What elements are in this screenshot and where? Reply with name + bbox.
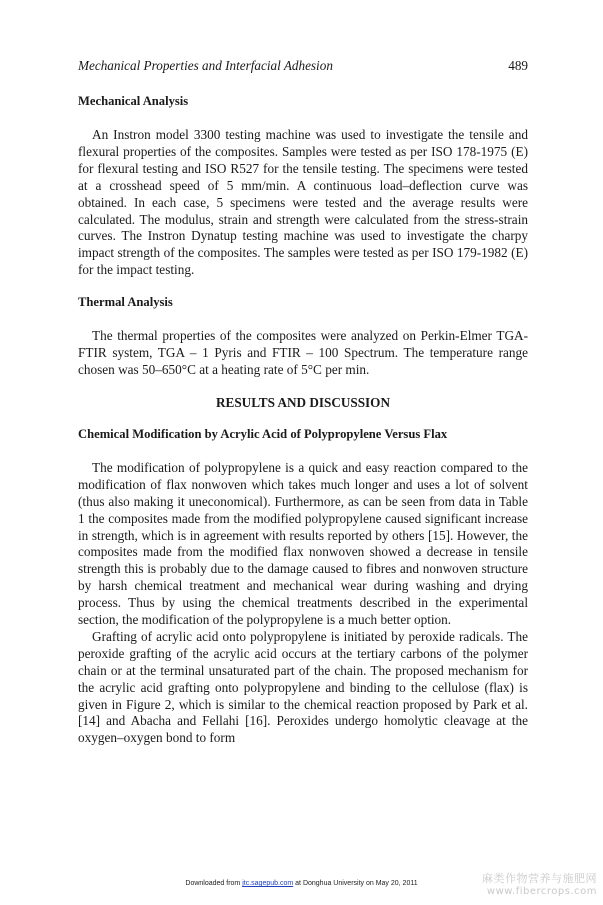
- watermark-cn: 麻类作物营养与施肥网: [482, 872, 597, 885]
- paragraph-chemical-2: Grafting of acrylic acid onto polypropylene is initiated by peroxide radicals. The peroxide grafting of the acrylic acid occurs at the tertiary carbons of the polymer chain or at the terminal unsaturated part of the chain. The proposed mechanism for the acrylic acid grafting onto polypropylene and binding to the cellulose (flax) is given in Figure 2, which is similar to the chemical reaction proposed by Park et al. [14] and Abacha and Fellahi [16]. Peroxides undergo homolytic cleavage at the oxygen–oxygen bond to form: [78, 628, 528, 746]
- heading-thermal-analysis: Thermal Analysis: [78, 295, 173, 310]
- paragraph-chemical-1: The modification of polypropylene is a quick and easy reaction compared to the modification of flax nonwoven which takes much longer and uses a lot of solvent (thus also making it uneconomical). Furthermore, as can be seen from data in Table 1 the composites made from the modified polypropylene caused significant increase in strength, which is in agreement with results reported by others [15]. However, the composites made from the modified flax nonwoven showed a decrease in tensile strength this is probably due to the damage caused to fibres and nonwoven structure by harsh chemical treatment and mechanical wear during washing and drying process. Thus by using the chemical treatments described in the experimental section, the modification of the polypropylene is a much better option.: [78, 459, 528, 628]
- heading-mechanical-analysis: Mechanical Analysis: [78, 94, 189, 108]
- paragraph-thermal: The thermal properties of the composites were analyzed on Perkin-Elmer TGA-FTIR system, TGA – 1 Pyris and FTIR – 100 Spectrum. The temperature range chosen was 50–650°C at a heating rate of 5°C per min.: [78, 328, 528, 377]
- running-header: [78, 58, 528, 78]
- watermark: [482, 872, 597, 898]
- page-content: [78, 58, 528, 747]
- watermark-url: www.fibercrops.com: [486, 886, 597, 897]
- heading-results-discussion: RESULTS AND DISCUSSION: [216, 394, 390, 410]
- paragraph-mechanical: An Instron model 3300 testing machine was used to investigate the tensile and flexural properties of the composites. Samples were tested as per ISO 178-1975 (E) for flexural testing and ISO R527 for the tensile testing. The specimens were tested at a crosshead speed of 5 mm/min. A continuous load–deflection curve was obtained. In each case, 5 specimens were tested and the average results were calculated. The modulus, strain and strength were calculated from the stress-strain curves. The Instron Dynatup testing machine was used to investigate the charpy impact strength of the composites. The samples were tested as per ISO 179-1982 (E) for the impact testing.: [78, 127, 528, 278]
- footer-link[interactable]: jtc.sagepub.com: [242, 880, 294, 887]
- running-title: Mechanical Properties and Interfacial Adhesion: [78, 58, 333, 73]
- footer-suffix: at Donghua University on May 20, 2011: [295, 880, 418, 887]
- footer-prefix: Downloaded from: [185, 880, 241, 887]
- heading-chemical-modification: Chemical Modification by Acrylic Acid of Polypropylene Versus Flax: [78, 426, 448, 441]
- page-number: 489: [508, 58, 528, 73]
